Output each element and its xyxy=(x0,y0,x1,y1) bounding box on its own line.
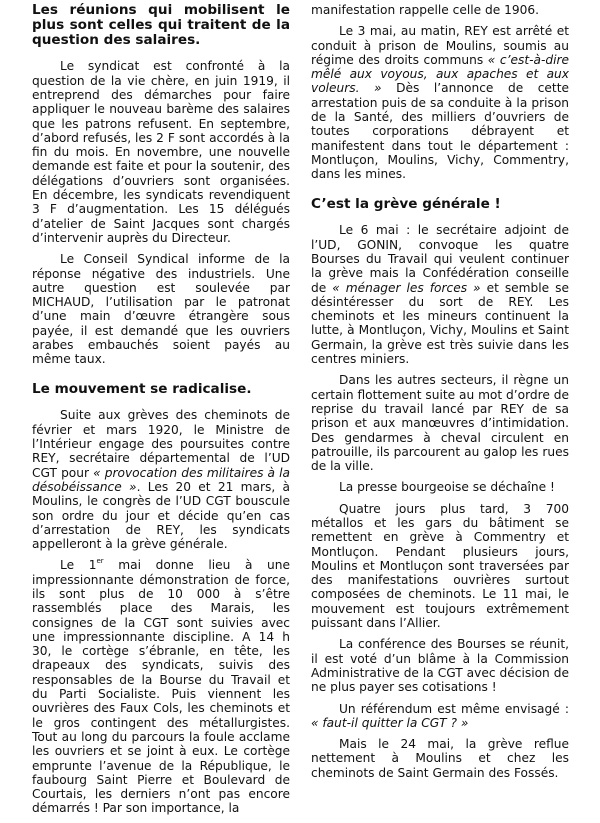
quote-quitter-cgt: « faut-il quitter la CGT ? » xyxy=(311,715,469,730)
quote-menager-forces: « ménager les forces » xyxy=(332,280,481,295)
heading-salaires: Les réunions qui mobilisent le plus sont celles qui traitent de la question des salaires. xyxy=(32,2,290,48)
quote-provocation: « provocation des militaires à la désobéissance » xyxy=(32,465,290,494)
quote-droits-communs: « c’est-à-dire mêlé aux voyous, aux apaches et aux voleurs. » xyxy=(311,52,569,96)
paragraph-six-mai: Le 6 mai : le secrétaire adjoint de l’UD, GONIN, convoque les quatre Bourses du Travail qui veulent continuer la grève mais la Confédération conseille de « ménager les forces » et semble se désintéresser du sort de REY. Les cheminots et les mineurs continuent la lutte, à Montluçon, Vichy, Moulins et Saint Germain, la grève est très suivie dans les centres miniers. xyxy=(311,223,570,367)
heading-greve-generale: C’est la grève générale ! xyxy=(311,195,501,212)
paragraph-conference-bourses: La conférence des Bourses se réunit, il est voté d’un blâme à la Commission Administrative de la CGT avec décision de ne plus payer ses cotisations ! xyxy=(311,637,569,695)
paragraph-presse: La presse bourgeoise se déchaîne ! xyxy=(339,480,555,495)
paragraph-premier-mai: Le 1er mai donne lieu à une impressionnante démonstration de force, ils sont plus de 10 000 à s’être rassemblés place des Marais, les consignes de la CGT sont suivies avec une impressionnante discipline. A 14 h 30, le cortège s’ébranle, en tête, les drapeaux des syndicats, suivis des responsables de la Bourse du Travail et du Parti Socialiste. Puis viennent les ouvrières des Faux Cols, les cheminots et le gros contingent des métallurgistes. Tout au long du parcours la foule acclame les ouvriers et se joint à eux. Le cortège emprunte l’avenue de la République, le faubourg Saint Pierre et Boulevard de Courtais, les derniers n’ont pas encore démarrés ! Par son importance, la xyxy=(32,557,290,816)
paragraph-vie-chere: Le syndicat est confronté à la question de la vie chère, en juin 1919, il entreprend des démarches pour faire appliquer le nouveau barème des salaires que les patrons refusent. En septembre, d’abord refusés, les 2 F sont accordés à la fin du mois. En novembre, une nouvelle demande est faite et pour la soutenir, des délégations d’ouvriers sont organisées. En décembre, les syndicats revendiquent 3 F d’augmentation. Les 15 délégués d’atelier de Saint Jacques sont chargés d’intervenir auprès du Directeur. xyxy=(32,59,290,245)
paragraph-vingt-quatre-mai: Mais le 24 mai, la grève reflue nettement à Moulins et chez les cheminots de Saint Germain des Fossés. xyxy=(311,737,569,780)
paragraph-referendum: Un référendum est même envisagé : « faut-il quitter la CGT ? » xyxy=(311,701,569,730)
paragraph-arrestation-rey: Le 3 mai, au matin, REY est arrêté et conduit à prison de Moulins, soumis au régime des droits communs « c’est-à-dire mêlé aux voyous, aux apaches et aux voleurs. » Dès l’annonce de cette arrestation puis de sa conduite à la prison de la Santé, des milliers d’ouvriers de toutes corporations débrayent et manifestent dans tout le département : Montluçon, Moulins, Vichy, Commentry, dans les mines. xyxy=(311,24,569,182)
right-column xyxy=(311,3,569,787)
paragraph-autres-secteurs: Dans les autres secteurs, il règne un certain flottement suite au mot d’ordre de reprise du travail lancé par REY de sa prison et aux manœuvres d’intimidation. Des gendarmes à cheval circulent en patrouille, ils parcourent au galop les rues de la ville. xyxy=(311,373,569,474)
paragraph-conseil-syndical: Le Conseil Syndical informe de la réponse négative des industriels. Une autre question est soulevée par MICHAUD, l’utilisation par le patronat d’une main d’œuvre étrangère sous payée, il est demandé que les ouvriers arabes embauchés soient payés au même taux. xyxy=(32,252,290,367)
paragraph-manifestation-1906: manifestation rappelle celle de 1906. xyxy=(311,3,539,17)
paragraph-quatre-jours: Quatre jours plus tard, 3 700 métallos et les gars du bâtiment se remettent en grève à Commentry et Montluçon. Pendant plusieurs jours, Moulins et Montluçon sont traversées par des manifestations ouvrières surtout composées de cheminots. Le 11 mai, le mouvement est toujours extrêmement puissant dans l’Allier. xyxy=(311,501,569,631)
heading-radicalise: Le mouvement se radicalise. xyxy=(32,380,252,397)
left-column xyxy=(32,3,290,823)
paragraph-greves-cheminots: Suite aux grèves des cheminots de février et mars 1920, le Ministre de l’Intérieur engage des poursuites contre REY, secrétaire départemental de l’UD CGT pour « provocation des militaires à la désobéissance ». Les 20 et 21 mars, à Moulins, le congrès de l’UD CGT bouscule son ordre du jour et décide qu’en cas d’arrestation de REY, les syndicats appelleront à la grève générale. xyxy=(32,408,290,552)
